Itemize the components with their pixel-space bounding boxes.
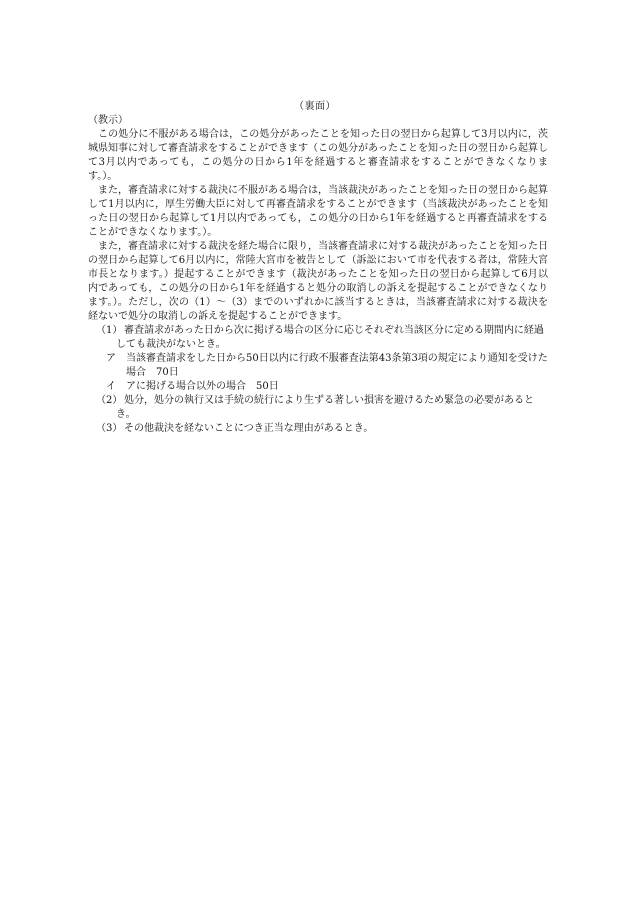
notice-section: [88, 114, 548, 436]
subitem-text: 当該審査請求をした日から50日以内に行政不服審査法第43条第3項の規定により通知を受けた場合 70日: [126, 353, 548, 378]
condition-subitem-i: [88, 380, 548, 394]
subitem-marker: ア: [106, 353, 116, 364]
condition-item-3: [88, 422, 548, 436]
condition-text: その他裁決を経ないことにつき正当な理由があるとき。: [124, 423, 374, 434]
condition-text: 処分，処分の執行又は手続の続行により生ずる著しい損害を避けるため緊急の必要があるとき。: [116, 395, 534, 420]
condition-item-1: [88, 324, 548, 352]
notice-paragraph-2: また，審査請求に対する裁決に不服がある場合は，当該裁決があったことを知った日の翌日から起算して1月以内に，厚生労働大臣に対して再審査請求をすることができます（当該裁決があったことを知った日の翌日から起算して1月以内であっても，この処分の日から1年を経過すると再審査請求をすることができなくなります。）。: [88, 185, 548, 238]
condition-item-2: [88, 394, 548, 422]
condition-text: 審査請求があった日から次に掲げる場合の区分に応じそれぞれ当該区分に定める期間内に経過しても裁決がないとき。: [116, 325, 544, 350]
condition-number: （3）: [96, 423, 123, 434]
condition-number: （2）: [96, 395, 123, 406]
notice-paragraph-1: この処分に不服がある場合は，この処分があったことを知った日の翌日から起算して3月以内に，茨城県知事に対して審査請求をすることができます（この処分があったことを知った日の翌日から起算して3月以内であっても，この処分の日から1年を経過すると審査請求をすることができなくなります。）。: [88, 129, 548, 182]
page-side-label: （裏面）: [294, 101, 336, 112]
condition-number: （1）: [96, 325, 123, 336]
condition-subitem-a: [88, 352, 548, 380]
notice-paragraph-3: また，審査請求に対する裁決を経た場合に限り，当該審査請求に対する裁決があったことを知った日の翌日から起算して6月以内に，常陸大宮市を被告として（訴訟において市を代表する者は，常陸大宮市長となります。）提起することができます（裁決があったことを知った日の翌日から起算して6月以内であっても，この処分の日から1年を経過すると処分の取消しの訴えを提起することができなくなります。）。ただし，次の（1）～（3）までのいずれかに該当するときは，当該審査請求に対する裁決を経ないで処分の取消しの訴えを提起することができます。: [88, 241, 548, 322]
notice-label: （教示）: [88, 115, 128, 126]
subitem-marker: イ: [106, 381, 116, 392]
subitem-text: アに掲げる場合以外の場合 50日: [126, 381, 279, 392]
